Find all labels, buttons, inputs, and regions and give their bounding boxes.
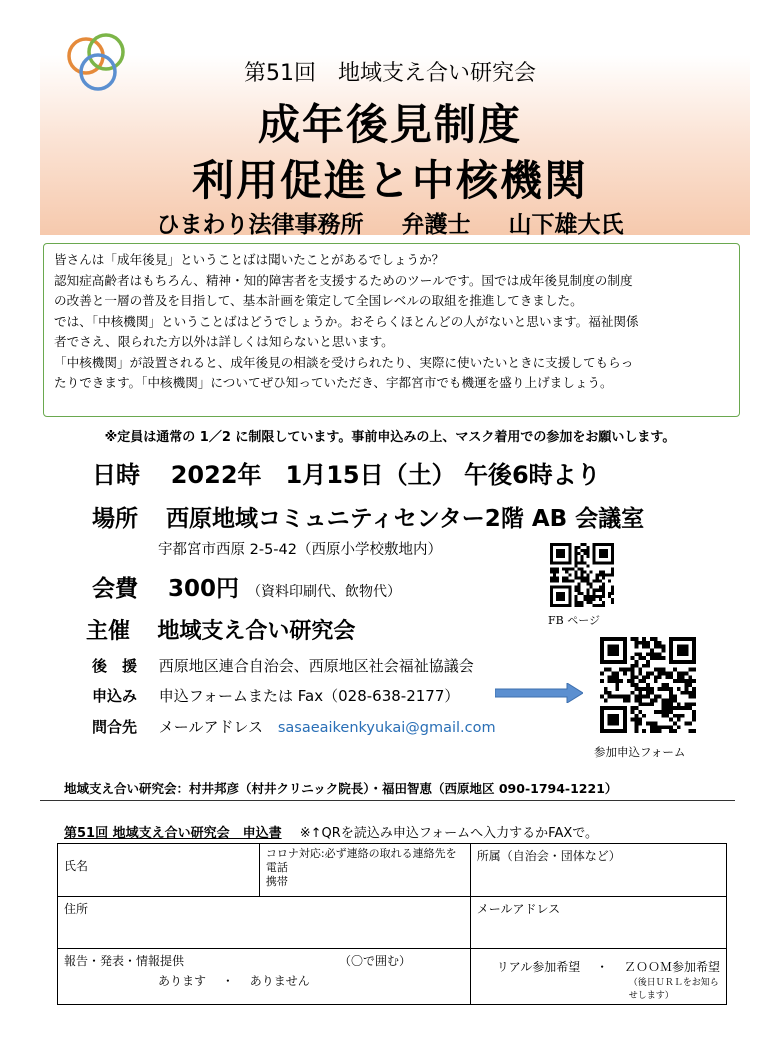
intro-line: たりできます。「中核機関」についてぜひ知っていただき、宇都宮市でも機運を盛り上げましょう。	[54, 375, 613, 390]
speaker-name: 山下雄大氏	[508, 212, 624, 238]
intro-line: 認知症高齢者はもちろん、精神・知的障害者を支援するためのツールです。国では成年後見制度の制度	[54, 272, 633, 288]
form-note: ※↑QRを読込み申込フォームへ入力するかFAXで。	[299, 826, 598, 841]
event-support	[92, 655, 474, 676]
address-cell[interactable]	[58, 897, 471, 949]
intro-line: の改善と一層の普及を目指して、基本計画を策定して全国レベルの取組を推進してきました。	[54, 293, 583, 308]
date-value: 2022年 1月15日（土） 午後6時より	[170, 461, 601, 489]
support-label: 後 援	[92, 657, 138, 675]
fb-qr-label: FB ページ	[548, 614, 600, 627]
form-qr-label: 参加申込フォーム	[594, 745, 686, 759]
event-date	[92, 455, 601, 490]
event-title-line2: 利用促進と中核機関	[191, 156, 588, 205]
event-place	[92, 500, 644, 533]
host-label: 主催	[86, 619, 131, 644]
fee-note: （資料印刷代、飲物代）	[247, 584, 402, 600]
contact-cell[interactable]	[259, 844, 470, 897]
support-value: 西原地区連合自治会、西原地区社会福祉協議会	[158, 657, 474, 675]
arrow-right-icon	[495, 683, 583, 703]
affiliation-label: 所属（自治会・団体など）	[476, 849, 621, 863]
speaker-org: ひまわり法律事務所	[156, 212, 364, 238]
apply-label: 申込み	[92, 687, 138, 705]
event-address: 宇都宮市西原 2-5-42（西原小学校敷地内）	[158, 542, 442, 558]
intro-line: では、「中核機関」ということばはどうでしょうか。おそらくほとんどの人がないと思います。福祉関係	[54, 313, 639, 329]
name-cell[interactable]	[58, 844, 260, 897]
participation-cell[interactable]	[470, 949, 726, 1005]
option-real[interactable]: リアル参加希望	[496, 960, 581, 974]
name-label: 氏名	[64, 859, 89, 873]
corona-note: コロナ対応:必ず連絡の取れる連絡先を	[265, 847, 457, 860]
host-value: 地域支え合い研究会	[157, 619, 356, 644]
email-label: メールアドレス	[476, 902, 561, 916]
fee-value: 300円	[168, 576, 240, 602]
mobile-label: 携帯	[265, 875, 288, 888]
form-qr-code[interactable]	[600, 637, 696, 733]
option-separator: ・	[221, 974, 234, 988]
form-title: 第51回 地域支え合い研究会 申込書	[64, 826, 282, 841]
address-label: 住所	[64, 902, 89, 916]
option-separator: ・	[596, 960, 609, 974]
apply-value: 申込フォームまたは Fax（028-638-2177）	[158, 687, 460, 705]
fb-qr-code[interactable]	[550, 543, 614, 607]
affiliation-cell[interactable]	[470, 844, 726, 897]
capacity-notice: ※定員は通常の 1／2 に制限しています。事前申込みの上、マスク着用での参加をお願いします。	[104, 430, 676, 445]
place-label: 場所	[92, 506, 138, 532]
application-form	[57, 843, 727, 1005]
speaker-role: 弁護士	[401, 212, 471, 238]
divider	[40, 800, 735, 801]
event-title-line1: 成年後見制度	[257, 100, 522, 149]
event-apply	[92, 685, 459, 706]
report-cell[interactable]	[58, 949, 471, 1005]
zoom-note: （後日ＵＲＬをお知らせします）	[628, 978, 719, 1001]
email-cell[interactable]	[470, 897, 726, 949]
inquiry-label: 問合先	[92, 718, 138, 736]
event-inquiry	[92, 716, 496, 737]
option-no[interactable]: ありません	[249, 974, 310, 988]
speaker	[0, 206, 780, 239]
option-yes[interactable]: あります	[158, 974, 207, 988]
event-subtitle: 第51回 地域支え合い研究会	[244, 61, 536, 86]
intro-line: 皆さんは「成年後見」ということばは聞いたことがあるでしょうか？	[54, 252, 445, 267]
event-host	[86, 614, 355, 645]
phone-label: 電話	[265, 861, 288, 874]
intro-line: 「中核機関」が設置されると、成年後見の相談を受けられたり、実際に使いたいときに支援してもらっ	[54, 354, 634, 370]
email-link[interactable]: sasaeaikenkyukai@gmail.com	[277, 720, 496, 736]
option-zoom[interactable]: ＺＯＯＭ参加希望	[623, 960, 720, 974]
place-value: 西原地域コミュニティセンター2階 AB 会議室	[166, 506, 645, 532]
fee-label: 会費	[92, 576, 138, 602]
date-label: 日時	[92, 461, 140, 489]
event-fee	[92, 570, 401, 603]
form-heading	[64, 822, 598, 841]
intro-line: 者でさえ、限られた方以外は詳しくは知らないと思います。	[54, 334, 394, 349]
intro-box	[43, 243, 740, 417]
circle-note: （〇で囲む）	[339, 954, 412, 968]
report-label: 報告・発表・情報提供	[64, 954, 185, 968]
contact-info: 地域支え合い研究会：村井邦彦（村井クリニック院長）・福田智恵（西原地区 090-1794-1221）	[64, 781, 618, 796]
inquiry-value: メールアドレス	[158, 718, 264, 736]
